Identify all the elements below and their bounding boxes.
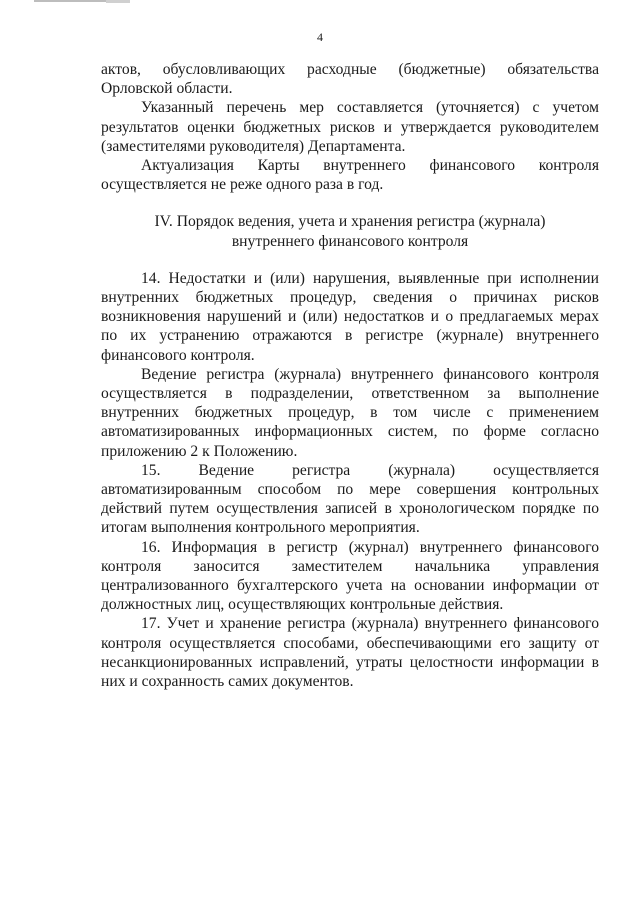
paragraph-continuation: актов, обусловливающих расходные (бюджетные) обязательства Орловской области. <box>101 61 599 98</box>
document-body <box>101 60 599 691</box>
section-heading-line-2: внутреннего финансового контроля <box>231 232 469 250</box>
paragraph-item-14-register: Ведение регистра (журнала) внутреннего финансового контроля осуществляется в подразделении, ответственном за выполнение внутренних бюджетных процедур, в том числе с применением автоматизированных информационных систем, по форме согласно приложению 2 к Положению. <box>101 365 599 460</box>
section-heading-line-1: IV. Порядок ведения, учета и хранения регистра (журнала) <box>154 213 546 231</box>
page-number: 4 <box>317 30 323 44</box>
paragraph-measures-list: Указанный перечень мер составляется (уточняется) с учетом результатов оценки бюджетных рисков и утверждается руководителем (заместителями руководителя) Департамента. <box>101 99 599 155</box>
paragraph-map-update: Актуализация Карты внутреннего финансового контроля осуществляется не реже одного раза в год. <box>101 157 599 194</box>
section-heading <box>101 212 599 250</box>
paragraph-item-15: 15. Ведение регистра (журнала) осуществляется автоматизированным способом по мере совершения контрольных действий путем осуществления записей в хронологическом порядке по итогам выполнения контрольного мероприятия. <box>101 461 599 537</box>
scan-artifact <box>106 0 130 3</box>
paragraph-item-16: 16. Информация в регистр (журнал) внутреннего финансового контроля заносится заместителем начальника управления централизованного бухгалтерского учета на основании информации от должностных лиц, осуществляющих контрольные действия. <box>101 538 599 614</box>
paragraph-item-17: 17. Учет и хранение регистра (журнала) внутреннего финансового контроля осуществляется способами, обеспечивающими его защиту от несанкционированных исправлений, утраты целостности информации в них и сохранность самих документов. <box>101 615 599 691</box>
paragraph-item-14: 14. Недостатки и (или) нарушения, выявленные при исполнении внутренних бюджетных процедур, сведения о причинах рисков возникновения нарушений и (или) недостатков и о предлагаемых мерах по их устранению отражаются в регистре (журнале) внутреннего финансового контроля. <box>101 269 599 364</box>
